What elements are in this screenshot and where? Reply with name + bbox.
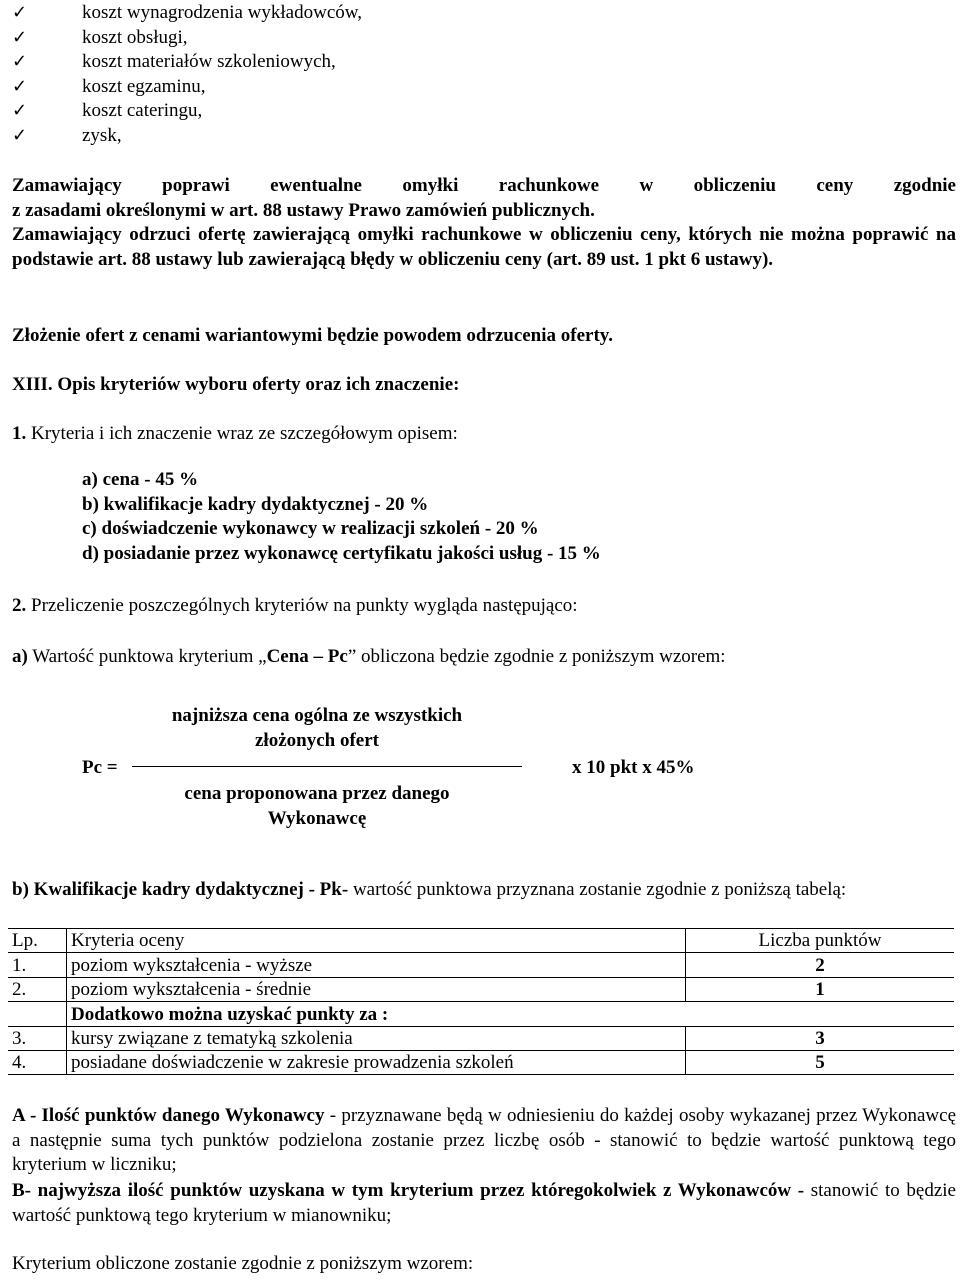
table-row [8,1050,954,1074]
table-cell: 5 [686,1050,955,1074]
table-cell: poziom wykształcenia - średnie [67,977,686,1001]
item-a-price: a) Wartość punktowa kryterium „Cena – Pc” obliczona będzie zgodnie z poniższym wzorem: [12,646,726,667]
item-1: 1. Kryteria i ich znaczenie wraz ze szczegółowym opisem: [12,423,458,444]
table-row [8,977,954,1001]
formula-denominator: cena proponowana przez danego Wykonawcę [184,783,450,829]
paragraph-b-max-points: B- najwyższa ilość punktów uzyskana w tym kryterium przez któregokolwiek z Wykonawców - stanowić to będzie wartość punktową tego kryterium w mianowniku; [12,1180,956,1226]
table-cell [8,1002,67,1026]
paragraph-arithmetic-errors: Zamawiający poprawi ewentualne omyłki rachunkowe w obliczeniu ceny zgodnie z zasadami określonymi w art. 88 ustawy Prawo zamówień publicznych. [12,175,956,221]
check-icon: ✓ [12,100,28,122]
check-icon: ✓ [12,2,28,23]
item-b-qualifications: b) Kwalifikacje kadry dydaktycznej - Pk- wartość punktowa przyznana zostanie zgodnie z poniższą tabelą: [12,879,847,900]
table-cell: 4. [8,1050,67,1074]
list-item: ✓ koszt obsługi, [12,26,362,51]
fraction-line [132,766,522,767]
table-cell: Dodatkowo można uzyskać punkty za : [67,1002,955,1026]
paragraph-a-points: A - Ilość punktów danego Wykonawcy - przyznawane będą w odniesieniu do każdej osoby wykazanej przez Wykonawcę a następnie suma tych punktów podzielona zostanie przez liczbę osób - stanowić to będzie wartość punktową tego kryterium w liczniku; [12,1105,956,1176]
table-header: Lp. [8,929,67,953]
formula-numerator: najniższa cena ogólna ze wszystkich złożonych ofert [171,705,463,751]
formula-rhs: x 10 pkt x 45% [572,757,695,778]
table-cell: 1. [8,953,67,977]
table-cell: 1 [686,977,955,1001]
list-item: ✓ koszt wynagrodzenia wykładowców, [12,1,362,26]
item-2: 2. Przeliczenie poszczególnych kryteriów na punkty wygląda następująco: [12,595,578,616]
table-cell: 2. [8,977,67,1001]
checklist [12,1,362,149]
check-icon: ✓ [12,124,28,146]
points-table [8,928,954,1075]
criteria-list [82,468,601,566]
price-formula [0,704,960,834]
formula-lhs: Pc = [82,757,118,778]
list-item: ✓ koszt egzaminu, [12,75,362,100]
list-item: ✓ koszt materiałów szkoleniowych, [12,50,362,75]
check-icon: ✓ [12,75,28,97]
paragraph-variant-prices: Złożenie ofert z cenami wariantowymi będzie powodem odrzucenia oferty. [12,325,614,346]
table-header: Kryteria oceny [67,929,686,953]
table-row [8,1002,954,1026]
criteria-item: c) doświadczenie wykonawcy w realizacji szkoleń - 20 % [82,518,539,540]
table-cell: 3 [686,1026,955,1050]
criteria-item: a) cena - 45 % [82,469,199,490]
table-row [8,1026,954,1050]
criteria-item: b) kwalifikacje kadry dydaktycznej - 20 % [82,493,429,515]
section-title: XIII. Opis kryteriów wyboru oferty oraz ich znaczenie: [12,374,460,395]
list-item: ✓ zysk, [12,124,362,149]
paragraph-final: Kryterium obliczone zostanie zgodnie z poniższym wzorem: [12,1253,474,1274]
table-cell: poziom wykształcenia - wyższe [67,953,686,977]
table-cell: posiadane doświadczenie w zakresie prowadzenia szkoleń [67,1050,686,1074]
table-cell: kursy związane z tematyką szkolenia [67,1026,686,1050]
paragraph-rejection: Zamawiający odrzuci ofertę zawierającą omyłki rachunkowe w obliczeniu ceny, których nie można poprawić na podstawie art. 88 ustawy lub zawierającą błędy w obliczeniu ceny (art. 89 ust. 1 pkt 6 ustawy). [12,224,956,270]
criteria-item: d) posiadanie przez wykonawcę certyfikatu jakości usług - 15 % [82,542,601,564]
table-header: Liczba punktów [686,929,955,953]
table-row [8,953,954,977]
check-icon: ✓ [12,26,28,48]
table-cell: 3. [8,1026,67,1050]
list-item: ✓ koszt cateringu, [12,99,362,124]
check-icon: ✓ [12,51,28,73]
table-cell: 2 [686,953,955,977]
table-header-row [8,929,954,953]
